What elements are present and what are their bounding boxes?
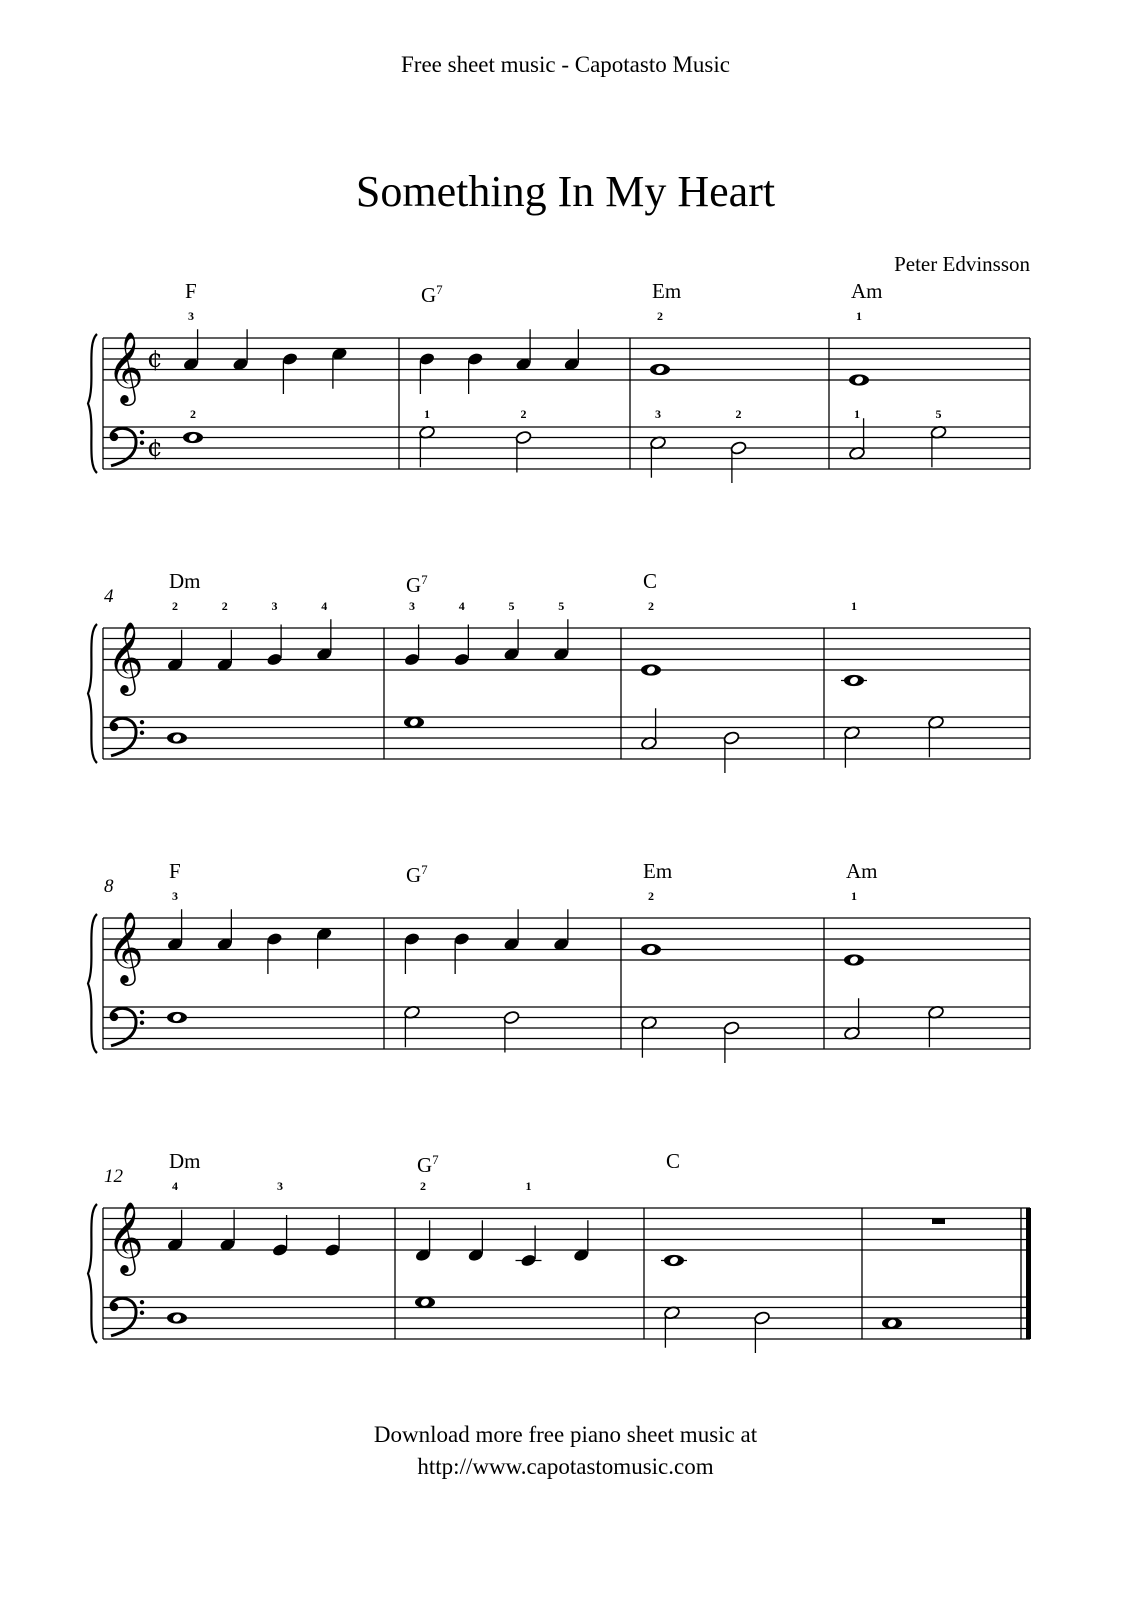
bass-clef-icon xyxy=(110,428,144,465)
whole-note xyxy=(882,1318,902,1329)
chord-symbol: $G^7$ xyxy=(417,1152,439,1177)
half-note xyxy=(843,998,860,1040)
fingering-number: 5 xyxy=(935,407,942,421)
treble-clef-icon xyxy=(107,620,144,696)
whole-note xyxy=(415,1297,435,1308)
measure-number: 4 xyxy=(104,586,114,607)
quarter-note xyxy=(403,599,420,667)
fingering-number: 2 xyxy=(648,599,654,613)
fingering-number: 1 xyxy=(856,309,862,323)
chord-symbol: $G^7$ xyxy=(406,862,428,887)
cut-time-icon xyxy=(147,433,163,462)
fingering-number: 4 xyxy=(172,1179,178,1193)
quarter-note xyxy=(331,346,348,388)
song-title: Something In My Heart xyxy=(355,167,776,216)
bass-clef-icon xyxy=(110,718,144,755)
chord-symbol: $G^7$ xyxy=(406,572,428,597)
whole-note xyxy=(661,1255,687,1266)
whole-rest-icon xyxy=(932,1219,945,1225)
fingering-number: 3 xyxy=(172,889,178,903)
quarter-note xyxy=(281,352,298,394)
site-header: Free sheet music - Capotasto Music xyxy=(401,52,730,77)
half-note xyxy=(927,1005,944,1047)
bass-clef-icon xyxy=(110,1298,144,1335)
svg-text:𝄞: 𝄞 xyxy=(107,910,144,983)
chord-symbol: Em xyxy=(652,279,682,303)
quarter-note xyxy=(216,599,233,672)
fingering-number: 2 xyxy=(221,599,228,613)
half-note xyxy=(640,708,657,750)
fingering-number: 1 xyxy=(424,407,430,421)
half-note xyxy=(640,1015,657,1057)
bass-clef-icon xyxy=(110,1008,144,1045)
half-note xyxy=(403,1005,420,1047)
half-note xyxy=(753,1311,770,1353)
whole-note xyxy=(404,717,424,728)
quarter-note xyxy=(182,309,199,372)
fingering-number: 5 xyxy=(508,599,515,613)
chord-symbol: F xyxy=(185,279,197,303)
fingering-number: 2 xyxy=(520,407,527,421)
fingering-number: 4 xyxy=(458,599,465,613)
measure-number: 12 xyxy=(104,1166,123,1187)
half-note xyxy=(663,1305,680,1347)
svg-text:𝄞: 𝄞 xyxy=(107,330,144,403)
half-note xyxy=(848,407,865,461)
quarter-note xyxy=(418,352,435,394)
chord-extension: 7 xyxy=(421,862,428,877)
fingering-number: 3 xyxy=(409,599,415,613)
brace-icon xyxy=(88,334,97,473)
half-note xyxy=(730,407,747,483)
quarter-note xyxy=(453,932,470,974)
quarter-note xyxy=(316,599,333,662)
brace-icon xyxy=(88,914,97,1053)
fingering-number: 1 xyxy=(525,1179,532,1193)
chord-symbol: C xyxy=(666,1149,681,1173)
composer-name: Peter Edvinsson xyxy=(894,252,1030,276)
fingering-number: 2 xyxy=(172,599,178,613)
chord-extension: 7 xyxy=(432,1152,439,1167)
whole-note xyxy=(183,407,203,443)
brace-icon xyxy=(88,1204,97,1343)
fingering-number: 2 xyxy=(190,407,196,421)
footer-url-link[interactable]: http://www.capotastomusic.com xyxy=(417,1454,714,1479)
svg-text:¢: ¢ xyxy=(147,433,163,462)
chord-symbol: Am xyxy=(851,279,883,303)
fingering-number: 3 xyxy=(277,1179,283,1193)
fingering-number: 1 xyxy=(851,889,857,903)
quarter-note xyxy=(553,909,570,951)
half-note xyxy=(723,731,740,773)
quarter-note xyxy=(316,926,333,968)
quarter-note xyxy=(467,352,484,394)
svg-text:¢: ¢ xyxy=(147,344,163,373)
whole-note xyxy=(167,732,187,743)
quarter-note xyxy=(467,1220,484,1262)
chord-extension: 7 xyxy=(436,282,443,297)
fingering-number: 2 xyxy=(657,309,663,323)
treble-clef-icon xyxy=(107,910,144,986)
chord-symbol: Dm xyxy=(169,1149,201,1173)
fingering-number: 1 xyxy=(854,407,860,421)
quarter-note xyxy=(516,1179,542,1268)
whole-note xyxy=(844,889,864,966)
quarter-note xyxy=(503,599,520,662)
fingering-number: 4 xyxy=(321,599,328,613)
chord-symbol: F xyxy=(169,859,181,883)
half-note xyxy=(649,407,666,478)
fingering-number: 2 xyxy=(735,407,742,421)
final-barline-icon xyxy=(1021,1208,1031,1339)
measure-number: 8 xyxy=(104,876,114,897)
chord-extension: 7 xyxy=(421,572,428,587)
fingering-number: 3 xyxy=(188,309,194,323)
quarter-note xyxy=(166,1179,183,1252)
quarter-note xyxy=(553,599,570,662)
quarter-note xyxy=(453,599,470,667)
whole-note xyxy=(167,1012,187,1023)
chord-symbol: $G^7$ xyxy=(421,282,443,307)
half-note xyxy=(515,407,532,473)
quarter-note xyxy=(219,1210,236,1252)
half-note xyxy=(503,1010,520,1052)
fingering-number: 2 xyxy=(648,889,654,903)
chord-symbol: C xyxy=(643,569,658,593)
quarter-note xyxy=(216,909,233,951)
chord-symbol: Am xyxy=(846,859,878,883)
whole-note xyxy=(167,1312,187,1323)
cut-time-icon xyxy=(147,344,163,373)
quarter-note xyxy=(266,932,283,974)
quarter-note xyxy=(166,599,183,672)
fingering-number: 1 xyxy=(851,599,857,613)
footer-line-1: Download more free piano sheet music at xyxy=(373,1422,758,1447)
whole-note xyxy=(641,599,661,676)
quarter-note xyxy=(166,889,183,952)
brace-icon xyxy=(88,624,97,763)
treble-clef-icon xyxy=(107,330,144,406)
fingering-number: 3 xyxy=(271,599,278,613)
quarter-note xyxy=(324,1215,341,1257)
half-note xyxy=(723,1021,740,1063)
half-note xyxy=(843,725,860,767)
quarter-note xyxy=(232,329,249,371)
whole-note xyxy=(841,599,867,686)
fingering-number: 5 xyxy=(558,599,565,613)
chord-symbol: Em xyxy=(643,859,673,883)
half-note xyxy=(927,715,944,757)
quarter-note xyxy=(266,599,283,667)
quarter-note xyxy=(515,329,532,371)
svg-text:𝄞: 𝄞 xyxy=(107,620,144,693)
whole-note xyxy=(641,889,661,955)
quarter-note xyxy=(403,932,420,974)
quarter-note xyxy=(503,909,520,951)
chord-symbol: Dm xyxy=(169,569,201,593)
fingering-number: 2 xyxy=(420,1179,426,1193)
quarter-note xyxy=(563,329,580,371)
whole-note xyxy=(650,309,670,375)
svg-text:𝄞: 𝄞 xyxy=(107,1200,144,1273)
whole-note xyxy=(849,309,869,386)
fingering-number: 3 xyxy=(655,407,661,421)
treble-clef-icon xyxy=(107,1200,144,1276)
quarter-note xyxy=(573,1220,590,1262)
